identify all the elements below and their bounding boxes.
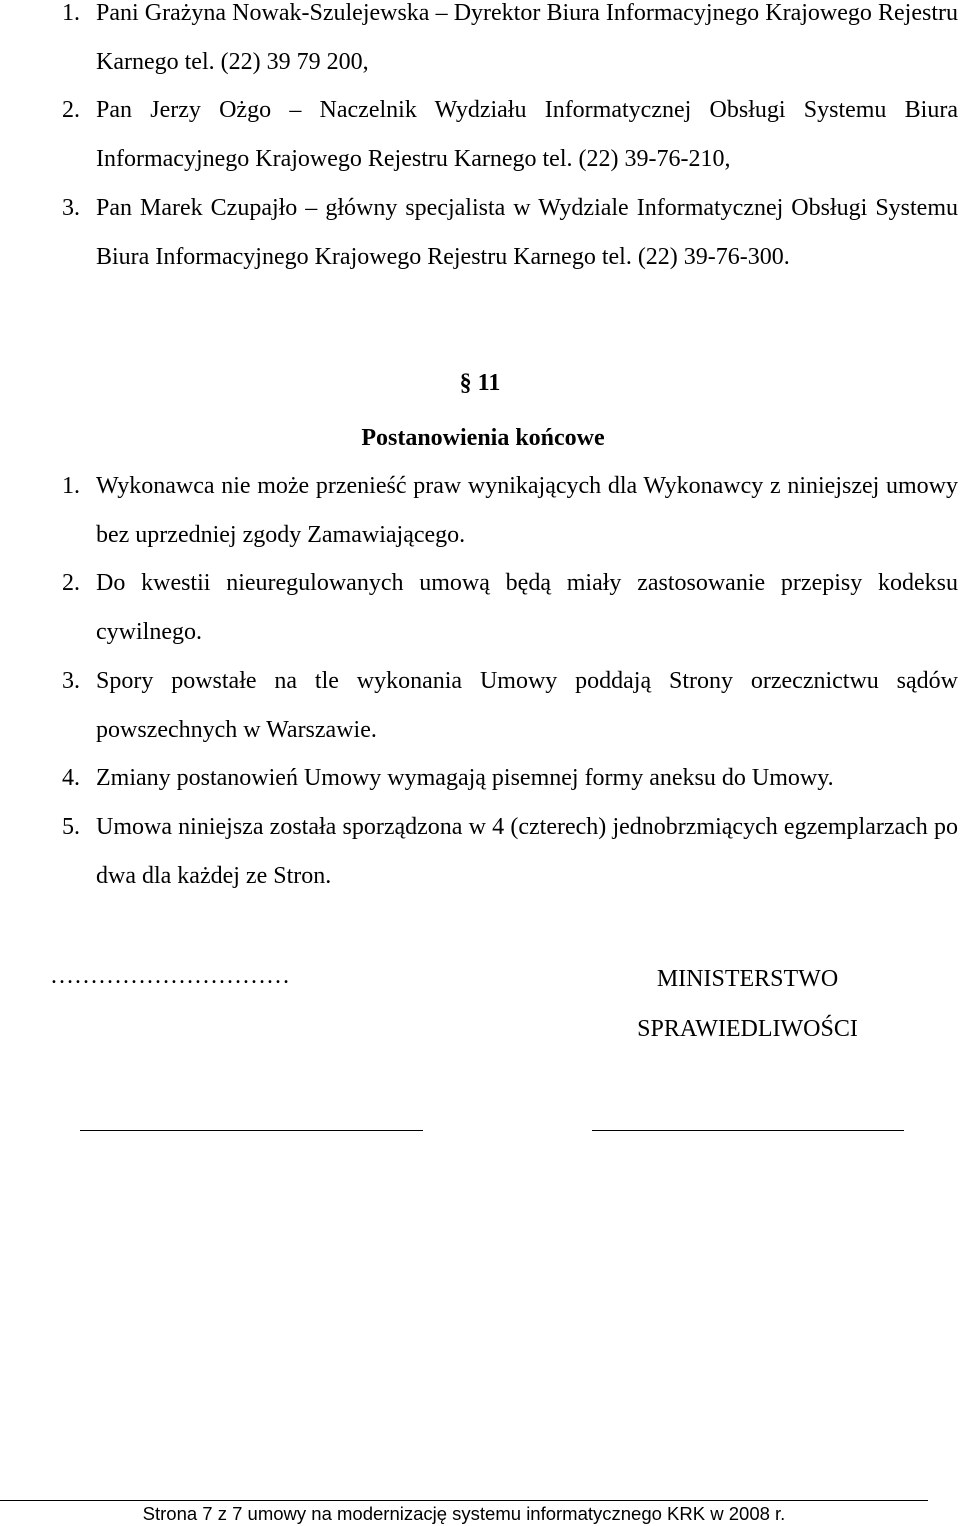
provision-number: 2. [62, 570, 80, 597]
provision-text: Umowa niniejsza została sporządzona w 4 (czterech) jednobrzmiących egzemplarzach po dwa dla każdej ze Stron. [96, 813, 958, 889]
contractor-name-placeholder: ………………………… [50, 963, 290, 989]
provision-item-4 [62, 754, 958, 803]
provision-number: 4. [62, 765, 80, 792]
contact-item-3 [62, 184, 958, 281]
contact-list [62, 0, 958, 281]
provision-text: Zmiany postanowień Umowy wymagają pisemnej formy aneksu do Umowy. [96, 765, 834, 792]
page-footer: Strona 7 z 7 umowy na modernizację systemu informatycznego KRK w 2008 r. [142, 1503, 786, 1524]
contact-text: Pan Jerzy Ożgo – Naczelnik Wydziału Informatycznej Obsługi Systemu Biura Informacyjnego Krajowego Rejestru Karnego tel. (22) 39-76-210, [96, 97, 958, 173]
section-number: § 11 [459, 370, 501, 396]
provisions-list [62, 462, 958, 900]
provision-text: Wykonawca nie może przenieść praw wynikających dla Wykonawcy z niniejszej umowy bez uprzedniej zgody Zamawiającego. [96, 473, 958, 548]
contact-text: Pan Marek Czupajło – główny specjalista w Wydziale Informatycznej Obsługi Systemu Biura Informacyjnego Krajowego Rejestru Karnego tel. (22) 39-76-300. [96, 194, 958, 270]
provision-item-1 [62, 462, 958, 559]
footer-divider [0, 1500, 928, 1501]
provision-item-2 [62, 559, 958, 656]
contractor-signature-line [80, 1130, 423, 1131]
client-party-name [610, 955, 885, 1054]
contact-number: 2. [62, 97, 80, 124]
contact-text: Pani Grażyna Nowak-Szulejewska – Dyrektor Biura Informacyjnego Krajowego Rejestru Karnego tel. (22) 39 79 200, [96, 0, 958, 75]
provision-number: 5. [62, 813, 80, 840]
provision-text: Do kwestii nieuregulowanych umową będą miały zastosowanie przepisy kodeksu cywilnego. [96, 570, 958, 646]
contact-number: 1. [62, 0, 80, 26]
provision-item-3 [62, 657, 958, 754]
contact-item-1 [62, 0, 958, 86]
contact-item-2 [62, 86, 958, 183]
client-signature-line [592, 1130, 904, 1131]
client-party-line-1: MINISTERSTWO [656, 966, 839, 992]
provision-number: 3. [62, 667, 80, 694]
provision-text: Spory powstałe na tle wykonania Umowy poddają Strony orzecznictwu sądów powszechnych w Warszawie. [96, 667, 958, 743]
client-party-line-2: SPRAWIEDLIWOŚCI [637, 1015, 858, 1042]
provision-item-5 [62, 803, 958, 900]
section-heading: Postanowienia końcowe [361, 425, 605, 451]
contact-number: 3. [62, 194, 80, 221]
provision-number: 1. [62, 473, 80, 499]
